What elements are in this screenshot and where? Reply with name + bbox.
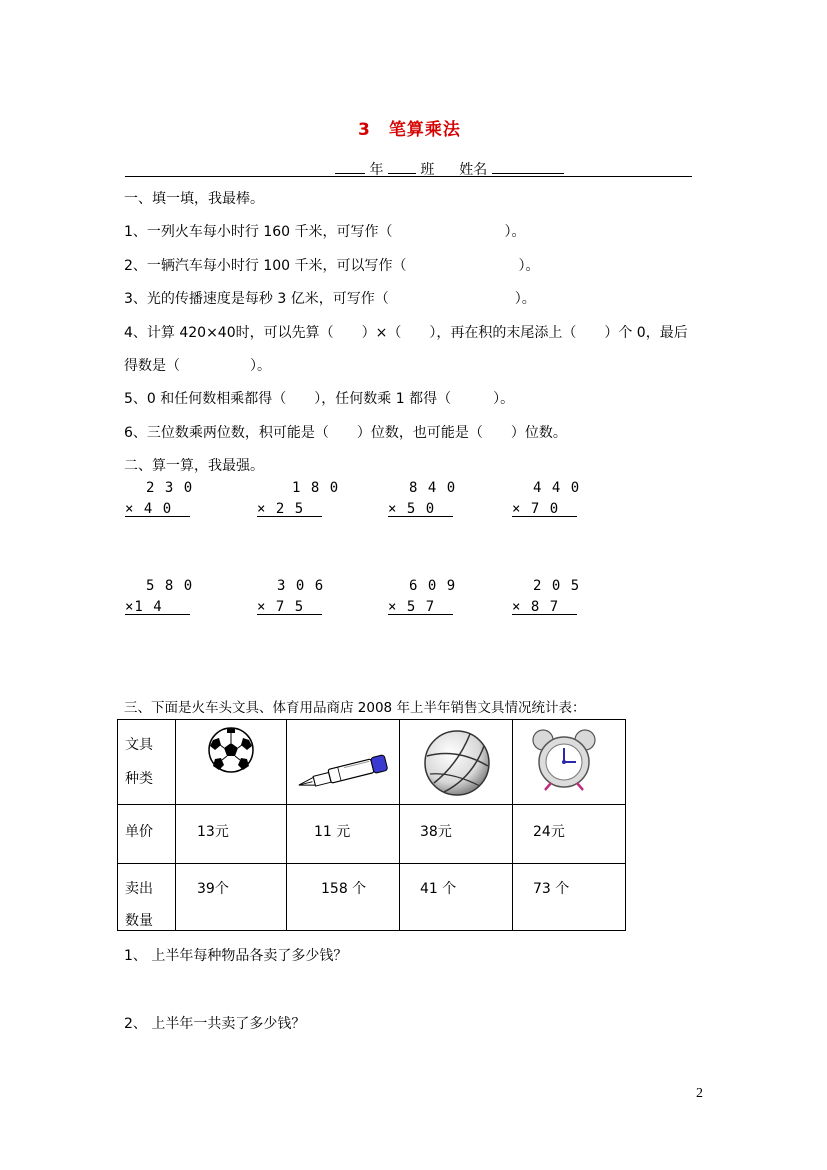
section2-heading: 二、算一算，我最强。 [124,458,264,474]
question-1-3: 3、光的传播速度是每秒 3 亿米，可写作（ ）。 [124,291,536,307]
table-cell [287,805,400,864]
table-cell [287,720,400,805]
header-divider [125,176,692,177]
table-header-cell [118,720,176,805]
table-cell [400,864,513,931]
question-1-4-line2: 得数是（ ）。 [124,358,271,374]
question-3-2: 2、 上半年一共卖了多少钱？ [124,1016,306,1032]
calc-2-top: 1 8 0 [292,480,340,496]
page-number: 2 [696,1086,703,1101]
table-cell [513,720,626,805]
table-header-cell [118,805,176,864]
quantity-value: 39个 [197,881,229,897]
table-cell [176,864,287,931]
row-label-qty-a: 卖出 [125,881,153,897]
table-header-cell [118,864,176,931]
calc-4-bottom: × 7 0 [512,501,560,517]
calc-3-top: 8 4 0 [409,480,457,496]
table-cell [400,720,513,805]
calc-7-top: 6 0 9 [409,578,457,594]
alarm-clock-icon [529,726,599,794]
calc-4-top: 4 4 0 [533,480,581,496]
calc-6-bottom: × 7 5 [257,599,305,615]
calc-7-rule [388,614,453,615]
calc-8-top: 2 0 5 [533,578,581,594]
sales-table [117,719,626,931]
year-label: 年 [369,162,384,178]
price-value: 38元 [420,824,452,840]
calc-6-top: 3 0 6 [277,578,325,594]
calc-1-rule [125,516,190,517]
class-blank[interactable] [388,159,416,174]
calc-2-rule [257,516,322,517]
question-1-1: 1、一列火车每小时行 160 千米，可写作（ ）。 [124,224,526,240]
table-cell [513,864,626,931]
name-blank[interactable] [492,159,564,174]
calc-7-bottom: × 5 7 [388,599,436,615]
table-cell [513,805,626,864]
calc-8-bottom: × 8 7 [512,599,560,615]
question-1-6: 6、三位数乘两位数，积可能是（ ）位数，也可能是（ ）位数。 [124,425,567,441]
row-label-item-b: 种类 [125,771,153,787]
section1-heading: 一、填一填，我最棒。 [124,191,264,207]
calc-5-bottom: ×1 4 [125,599,163,615]
question-1-4-line1: 4、计算 420×40时，可以先算（ ）×（ ），再在积的末尾添上（ ）个 0，最后 [124,325,688,341]
calc-5-rule [125,614,190,615]
table-cell [400,805,513,864]
table-cell [176,720,287,805]
soccer-ball-icon [207,726,255,774]
question-1-5: 5、0 和任何数相乘都得（ ），任何数乘 1 都得（ ）。 [124,391,515,407]
table-row-quantities [118,864,626,931]
calc-1-bottom: × 4 0 [125,501,173,517]
calc-3-bottom: × 5 0 [388,501,436,517]
calc-5-top: 5 8 0 [146,578,194,594]
section3-heading: 三、下面是火车头文具、体育用品商店 2008 年上半年销售文具情况统计表： [124,700,586,716]
question-1-2: 2、一辆汽车每小时行 100 千米，可以写作（ ）。 [124,258,540,274]
row-label-qty-b: 数量 [125,913,153,929]
question-3-1: 1、 上半年每种物品各卖了多少钱？ [124,948,348,964]
table-row-items [118,720,626,805]
price-value: 13元 [197,824,229,840]
quantity-value: 41 个 [420,881,457,897]
calc-2-bottom: × 2 5 [257,501,305,517]
calc-8-rule [512,614,577,615]
price-value: 11 元 [314,824,351,840]
table-row-prices [118,805,626,864]
basketball-icon [422,728,492,798]
row-label-item-a: 文具 [125,737,153,753]
page-title: 3 笔算乘法 [358,120,461,140]
table-cell [287,864,400,931]
calc-3-rule [388,516,453,517]
fountain-pen-icon [295,752,391,792]
year-blank[interactable] [335,159,365,174]
row-label-price: 单价 [125,824,153,840]
calc-4-rule [512,516,577,517]
quantity-value: 158 个 [321,881,367,897]
table-cell [176,805,287,864]
class-label: 班 [420,162,435,178]
quantity-value: 73 个 [533,881,570,897]
calc-6-rule [257,614,322,615]
price-value: 24元 [533,824,565,840]
name-label: 姓名 [459,162,488,178]
calc-1-top: 2 3 0 [146,480,194,496]
